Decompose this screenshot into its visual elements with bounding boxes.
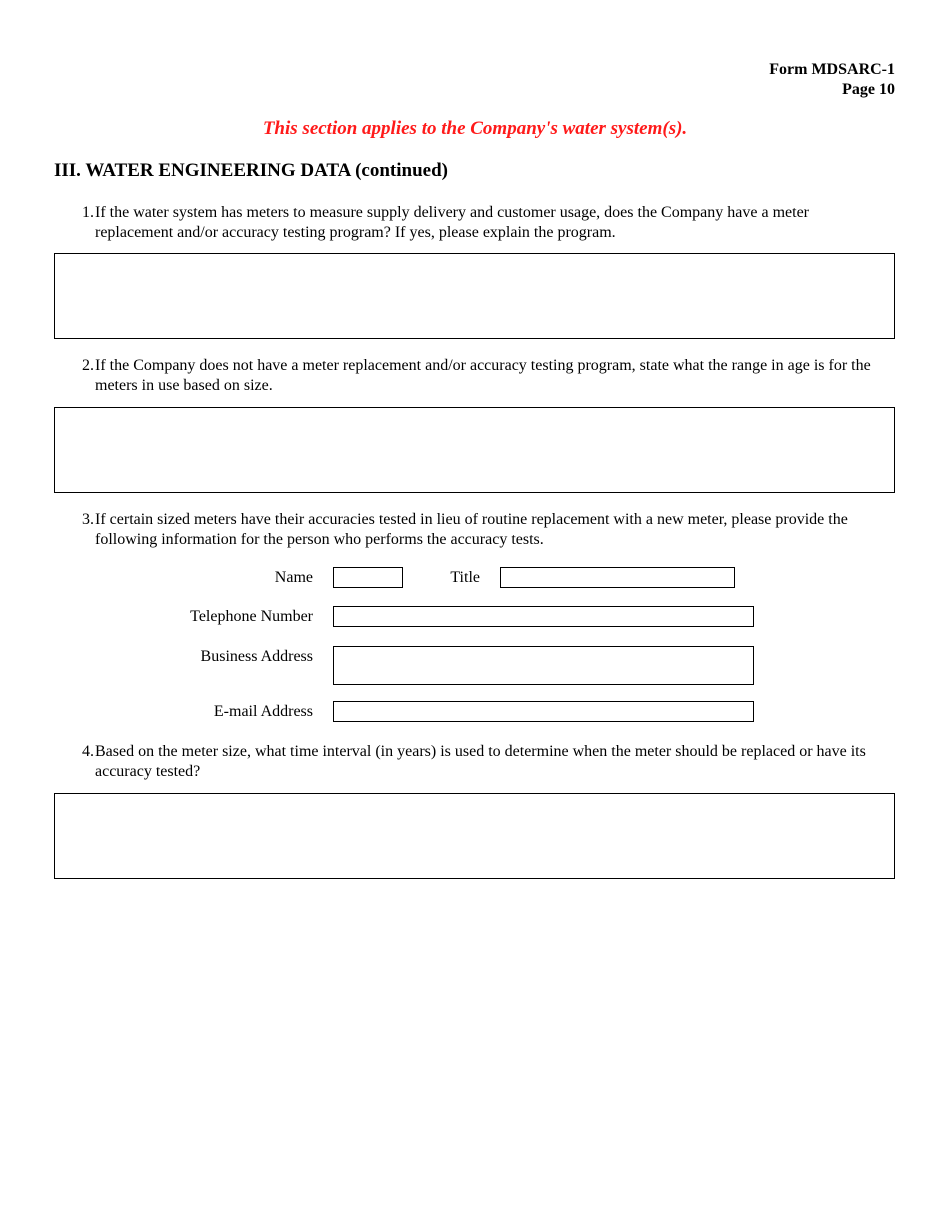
question-2 xyxy=(74,356,874,396)
question-number: 1. xyxy=(82,204,94,221)
title-label: Title xyxy=(450,569,480,586)
question-number: 2. xyxy=(82,357,94,374)
form-header xyxy=(769,60,895,100)
answer-box-4[interactable] xyxy=(54,793,895,879)
address-label: Business Address xyxy=(200,648,313,665)
question-text: If the Company does not have a meter replacement and/or accuracy testing program, state what the range in age is for the meters in use based on size. xyxy=(95,357,871,394)
question-text: If certain sized meters have their accuracies tested in lieu of routine replacement with a new meter, please provide the following information for the person who performs the accuracy tests. xyxy=(95,511,848,548)
question-4 xyxy=(74,742,874,782)
page-number: Page 10 xyxy=(842,81,895,98)
telephone-label: Telephone Number xyxy=(190,608,313,625)
section-notice: This section applies to the Company's water system(s). xyxy=(262,118,688,139)
email-field[interactable] xyxy=(333,701,754,722)
answer-box-1[interactable] xyxy=(54,253,895,339)
form-id: Form MDSARC-1 xyxy=(769,61,895,78)
question-3 xyxy=(74,510,874,550)
name-label: Name xyxy=(274,569,313,586)
telephone-field[interactable] xyxy=(333,606,754,627)
question-number: 3. xyxy=(82,511,94,528)
answer-box-2[interactable] xyxy=(54,407,895,493)
question-text: Based on the meter size, what time interval (in years) is used to determine when the meter should be replaced or have its accuracy tested? xyxy=(95,743,866,780)
question-1 xyxy=(74,203,874,243)
question-text: If the water system has meters to measure supply delivery and customer usage, does the Company have a meter replacement and/or accuracy testing program? If yes, please explain the program. xyxy=(95,204,809,241)
address-field[interactable] xyxy=(333,646,754,685)
question-number: 4. xyxy=(82,743,94,760)
title-field[interactable] xyxy=(500,567,735,588)
section-title: III. WATER ENGINEERING DATA (continued) xyxy=(54,160,448,181)
email-label: E-mail Address xyxy=(213,703,313,720)
